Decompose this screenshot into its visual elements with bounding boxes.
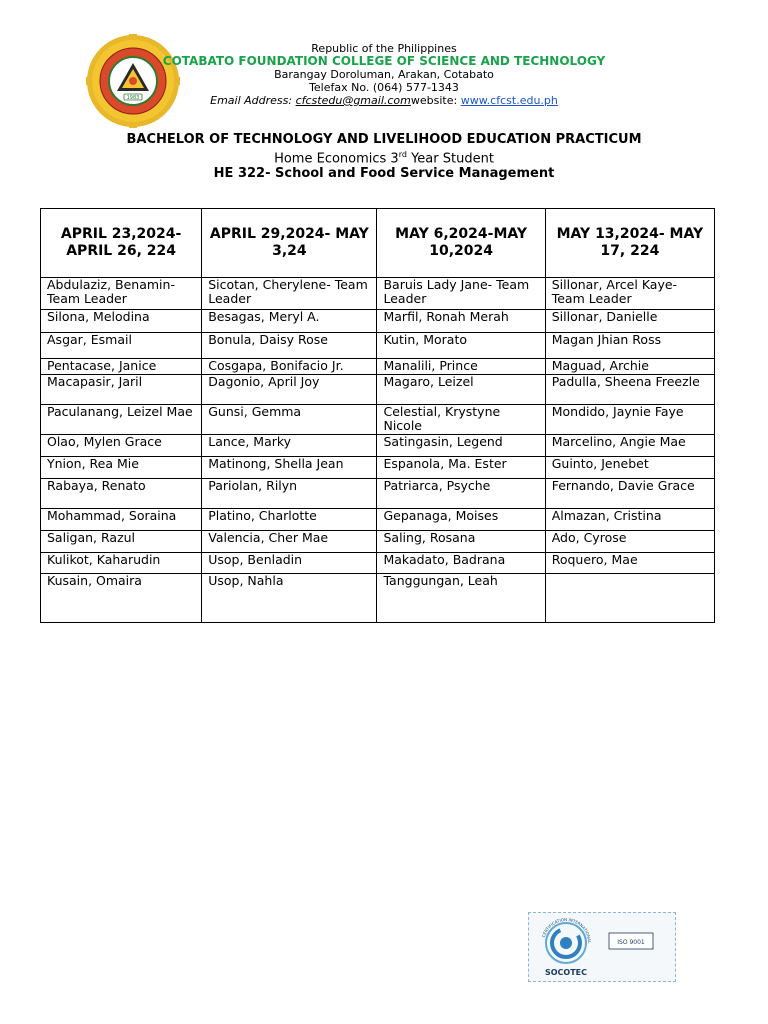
table-cell: Silona, Melodina (41, 310, 202, 333)
table-cell: Mondido, Jaynie Faye (545, 405, 714, 435)
table-cell: Pentacase, Janice (41, 359, 202, 375)
table-row (41, 375, 715, 405)
course-title: HE 322- School and Food Service Management (213, 166, 555, 182)
table-cell: Usop, Benladin (202, 553, 377, 574)
republic-line: Republic of the Philippines (311, 42, 457, 55)
column-header: APRIL 23,2024- APRIL 26, 224 (41, 209, 202, 278)
table-cell: Dagonio, April Joy (202, 375, 377, 405)
table-row (41, 509, 715, 531)
table-cell: Fernando, Davie Grace (545, 479, 714, 509)
table-cell: Padulla, Sheena Freezle (545, 375, 714, 405)
table-cell: Pariolan, Rilyn (202, 479, 377, 509)
column-header: APRIL 29,2024- MAY 3,24 (202, 209, 377, 278)
table-cell: Kulikot, Kaharudin (41, 553, 202, 574)
table-cell: Saling, Rosana (377, 531, 545, 553)
table-cell: Patriarca, Psyche (377, 479, 545, 509)
table-cell: Gunsi, Gemma (202, 405, 377, 435)
table-cell: Valencia, Cher Mae (202, 531, 377, 553)
student-level: Home Economics 3rd Year Student (274, 150, 494, 167)
svg-text:1983: 1983 (126, 95, 140, 101)
table-row (41, 278, 715, 310)
email-link[interactable]: cfcstedu@gmail.com (295, 94, 411, 107)
table-cell: Asgar, Esmail (41, 333, 202, 359)
table-cell: Besagas, Meryl A. (202, 310, 377, 333)
table-cell: Marcelino, Angie Mae (545, 435, 714, 457)
telefax-line: Telefax No. (064) 577-1343 (309, 81, 459, 94)
table-row (41, 405, 715, 435)
table-cell: Marfil, Ronah Merah (377, 310, 545, 333)
table-row (41, 310, 715, 333)
table-cell: Abdulaziz, Benamin- Team Leader (41, 278, 202, 310)
college-name: COTABATO FOUNDATION COLLEGE OF SCIENCE AND TECHNOLOGY (162, 54, 606, 68)
table-cell: Usop, Nahla (202, 574, 377, 623)
table-row (41, 479, 715, 509)
table-cell: Kusain, Omaira (41, 574, 202, 623)
table-cell: Bonula, Daisy Rose (202, 333, 377, 359)
table-cell: Mohammad, Soraina (41, 509, 202, 531)
table-cell: Sicotan, Cherylene- Team Leader (202, 278, 377, 310)
table-cell: Ynion, Rea Mie (41, 457, 202, 479)
table-cell (545, 574, 714, 623)
table-cell: Olao, Mylen Grace (41, 435, 202, 457)
table-cell: Magan Jhian Ross (545, 333, 714, 359)
table-row (41, 457, 715, 479)
table-cell: Lance, Marky (202, 435, 377, 457)
table-cell: Saligan, Razul (41, 531, 202, 553)
table-cell: Sillonar, Danielle (545, 310, 714, 333)
table-row (41, 359, 715, 375)
svg-text:SOCOTEC: SOCOTEC (544, 968, 588, 977)
svg-text:ISO 9001: ISO 9001 (617, 939, 645, 946)
table-cell: Tanggungan, Leah (377, 574, 545, 623)
table-cell: Roquero, Mae (545, 553, 714, 574)
socotec-logo (529, 913, 675, 981)
table-cell: Satingasin, Legend (377, 435, 545, 457)
table-row (41, 553, 715, 574)
table-cell: Almazan, Cristina (545, 509, 714, 531)
table-cell: Platino, Charlotte (202, 509, 377, 531)
website-link[interactable]: www.cfcst.edu.ph (460, 94, 558, 107)
contact-line (0, 94, 768, 107)
program-title: BACHELOR OF TECHNOLOGY AND LIVELIHOOD EDUCATION PRACTICUM (126, 132, 642, 147)
table-row (41, 531, 715, 553)
website-label: website: (410, 94, 461, 107)
table-cell: Kutin, Morato (377, 333, 545, 359)
table-cell: Matinong, Shella Jean (202, 457, 377, 479)
certification-badge (528, 912, 676, 982)
table-cell: Makadato, Badrana (377, 553, 545, 574)
column-header: MAY 6,2024-MAY 10,2024 (377, 209, 545, 278)
table-cell: Baruis Lady Jane- Team Leader (377, 278, 545, 310)
table-cell: Celestial, Krystyne Nicole (377, 405, 545, 435)
table-cell: Paculanang, Leizel Mae (41, 405, 202, 435)
column-header: MAY 13,2024- MAY 17, 224 (545, 209, 714, 278)
table-row (41, 574, 715, 623)
table-cell: Manalili, Prince (377, 359, 545, 375)
table-cell: Rabaya, Renato (41, 479, 202, 509)
email-label: Email Address: (210, 94, 296, 107)
table-cell: Ado, Cyrose (545, 531, 714, 553)
table-cell: Maguad, Archie (545, 359, 714, 375)
table-cell: Guinto, Jenebet (545, 457, 714, 479)
letterhead (0, 42, 768, 107)
table-cell: Sillonar, Arcel Kaye- Team Leader (545, 278, 714, 310)
schedule-table (40, 208, 715, 623)
svg-text:CERTIFICATION INTERNATIONAL: CERTIFICATION INTERNATIONAL (540, 916, 593, 944)
address-line: Barangay Doroluman, Arakan, Cotabato (274, 68, 494, 81)
document-titles (0, 132, 768, 181)
table-header-row (41, 209, 715, 278)
table-cell: Magaro, Leizel (377, 375, 545, 405)
table-cell: Macapasir, Jaril (41, 375, 202, 405)
table-cell: Cosgapa, Bonifacio Jr. (202, 359, 377, 375)
certification-seal-icon (541, 917, 592, 963)
table-cell: Espanola, Ma. Ester (377, 457, 545, 479)
table-cell: Gepanaga, Moises (377, 509, 545, 531)
table-row (41, 333, 715, 359)
table-row (41, 435, 715, 457)
